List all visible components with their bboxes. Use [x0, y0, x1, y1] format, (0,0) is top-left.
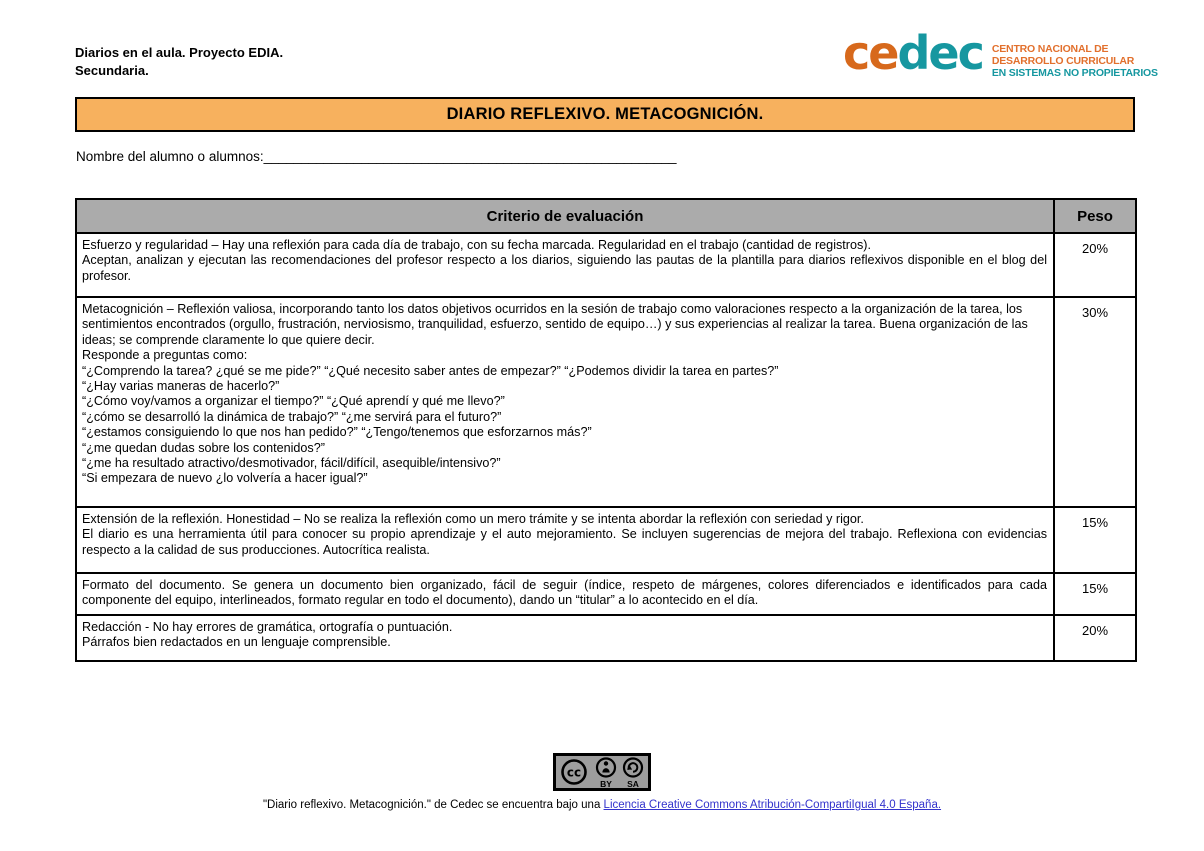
criterion-line: “¿me ha resultado atractivo/desmotivador, fácil/difícil, asequible/intensivo?” [82, 456, 501, 471]
logo-dec-text: dec [897, 26, 983, 80]
project-line1: Diarios en el aula. Proyecto EDIA. [75, 45, 284, 60]
criterion-line: Formato del documento. Se genera un documento bien organizado, fácil de seguir (índice, respeto de márgenes, colores diferenciados e identificados para cada componente del equipo, interlineados, formato regular en todo el documento), dando un “titular” a lo acontecido en el día. [82, 578, 1047, 608]
cc-license-badge [553, 753, 651, 796]
criterion-line: “¿me quedan dudas sobre los contenidos?” [82, 440, 325, 455]
column-header-criterio: Criterio de evaluación [76, 199, 1054, 233]
license-statement [0, 799, 1204, 811]
svg-text:cc: cc [566, 765, 582, 780]
criterion-line: Redacción - No hay errores de gramática, ortografía o puntuación. [82, 620, 453, 634]
logo-subtitle-line2: DESARROLLO CURRICULAR [991, 55, 1135, 68]
cedec-logo [843, 26, 1158, 80]
criterion-line: Esfuerzo y regularidad – Hay una reflexión para cada día de trabajo, con su fecha marcada. Regularidad en el trabajo (cantidad de registros). [82, 238, 871, 252]
weight-cell: 20% [1054, 615, 1136, 661]
table-row [76, 615, 1136, 661]
student-name-blank: _______________________________________________________ [263, 149, 677, 164]
criterion-cell [76, 233, 1054, 297]
page-title: DIARIO REFLEXIVO. METACOGNICIÓN. [446, 105, 764, 123]
criterion-cell [76, 507, 1054, 573]
criterion-line: El diario es una herramienta útil para conocer su propio aprendizaje y el auto mejoramiento. Se incluyen sugerencias de mejora del trabajo. Reflexiona con evidencias respecto a la calidad de sus producciones. Autocrítica realista. [82, 527, 1047, 557]
logo-ce-text: ce [843, 26, 898, 80]
criterion-line: Aceptan, analizan y ejecutan las recomendaciones del profesor respecto a los diarios, siguiendo las pautas de la plantilla para diarios reflexivos disponible en el blog del profesor. [82, 253, 1047, 283]
criterion-line: “¿Cómo voy/vamos a organizar el tiempo?” “¿Qué aprendí y qué me llevo?” [82, 394, 505, 409]
table-row [76, 573, 1136, 615]
student-name-label: Nombre del alumno o alumnos: [76, 149, 264, 164]
criterion-line: “¿estamos consiguiendo lo que nos han pedido?” “¿Tengo/tenemos que esforzarnos más?” [82, 425, 592, 440]
weight-cell: 30% [1054, 297, 1136, 507]
logo-subtitle-line1: CENTRO NACIONAL DE [991, 43, 1109, 55]
criterion-cell [76, 573, 1054, 615]
criterion-line: “¿Hay varias maneras de hacerlo?” [82, 379, 280, 394]
table-row [76, 507, 1136, 573]
criterion-line: “Si empezara de nuevo ¿lo volvería a hacer igual?” [82, 471, 368, 486]
cc-by-sa-icon [553, 753, 651, 791]
logo-subtitle-line3: EN SISTEMAS NO PROPIETARIOS [991, 67, 1158, 80]
criterion-line: Párrafos bien redactados en un lenguaje comprensible. [82, 635, 391, 650]
document-title-bar [75, 97, 1135, 132]
criterion-cell [76, 615, 1054, 661]
criterion-line: Extensión de la reflexión. Honestidad – No se realiza la reflexión como un mero trámite y se intenta abordar la reflexión con seriedad y rigor. [82, 512, 864, 526]
weight-cell: 15% [1054, 573, 1136, 615]
rubric-table [75, 198, 1137, 662]
cedec-logo-subtitle [992, 43, 1158, 79]
student-name-line [76, 149, 677, 164]
cedec-logo-wordmark [843, 26, 983, 80]
column-header-peso: Peso [1054, 199, 1136, 233]
table-header-row [76, 199, 1136, 233]
project-heading [75, 44, 283, 80]
weight-cell: 15% [1054, 507, 1136, 573]
license-text: "Diario reflexivo. Metacognición." de Cedec se encuentra bajo una [262, 799, 604, 811]
project-line2: Secundaria. [75, 63, 149, 79]
criterion-line: “¿cómo se desarrolló la dinámica de trabajo?” “¿me servirá para el futuro?” [82, 409, 502, 424]
criterion-cell [76, 297, 1054, 507]
criterion-line: “¿Comprendo la tarea? ¿qué se me pide?” “¿Qué necesito saber antes de empezar?” “¿Podemos dividir la tarea en partes?” [82, 363, 779, 378]
svg-text:BY: BY [600, 779, 612, 789]
criterion-line: Responde a preguntas como: [82, 348, 248, 363]
license-link[interactable]: Licencia Creative Commons Atribución-CompartiIgual 4.0 España. [603, 799, 942, 811]
table-row [76, 233, 1136, 297]
svg-text:SA: SA [627, 779, 639, 789]
weight-cell: 20% [1054, 233, 1136, 297]
table-row [76, 297, 1136, 507]
criterion-line: Metacognición – Reflexión valiosa, incorporando tanto los datos objetivos ocurridos en la sesión de trabajo como valoraciones respecto a la organización de la tarea, los sentimientos encontrados (orgullo, frustración, nerviosismo, tranquilidad, esfuerzo, sentido de equipo…) y sus experiencias al realizar la tarea. Buena organización de las ideas; se comprende claramente lo que quiere decir. [82, 302, 1028, 347]
